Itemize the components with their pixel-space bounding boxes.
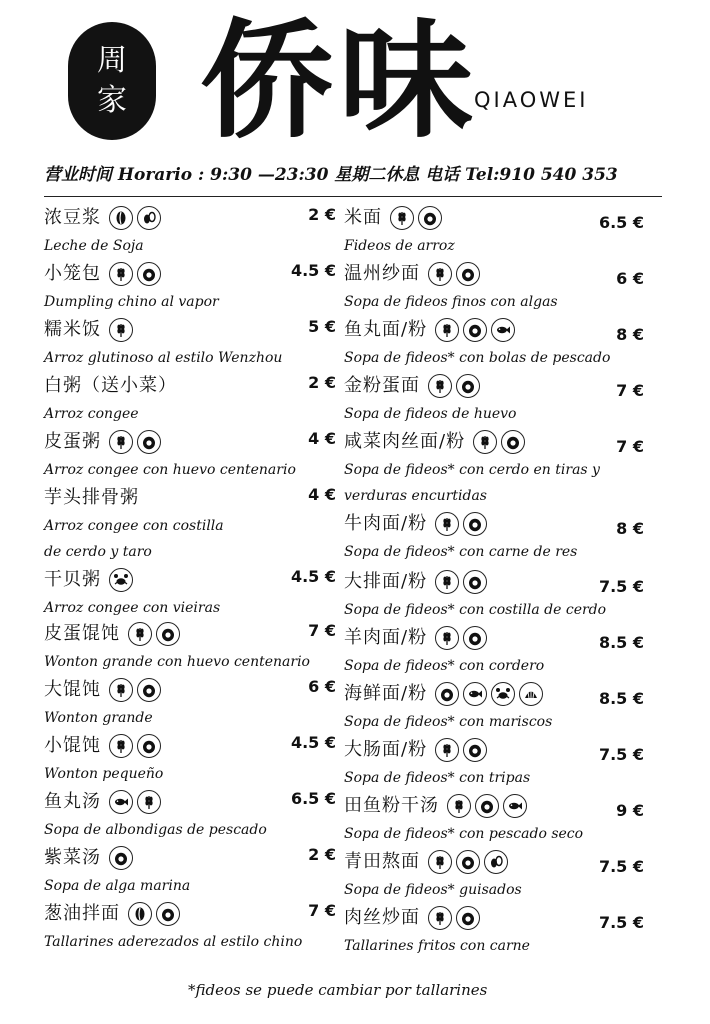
menu-item — [44, 259, 336, 315]
menu-item-chinese-name — [344, 903, 480, 933]
menu-item-chinese-text: 芋头排骨粥 — [44, 487, 139, 508]
menu-item-chinese-text: 小馄饨 — [44, 735, 101, 756]
menu-item-price: 8 € — [616, 325, 644, 344]
egg-icon — [156, 622, 180, 646]
menu-item-spanish-name: Tallarines aderezados al estilo chino — [44, 934, 303, 950]
menu-item-spanish-name: Arroz congee con huevo centenario — [44, 462, 296, 478]
brand-name-chinese: 侨味 — [200, 6, 478, 156]
menu-item — [344, 791, 644, 847]
menu-item-chinese-text: 小笼包 — [44, 263, 101, 284]
allergen-icons — [428, 906, 480, 930]
wheat-icon — [435, 512, 459, 536]
menu-item — [44, 565, 336, 619]
allergen-icons — [109, 790, 161, 814]
menu-column-right — [344, 203, 644, 959]
menu-item-spanish-name: Sopa de fideos* con tripas — [344, 770, 531, 786]
menu-item-chinese-text: 金粉蛋面 — [344, 375, 420, 396]
menu-item-chinese-text: 肉丝炒面 — [344, 907, 420, 928]
allergen-icons — [109, 734, 161, 758]
menu-item-price: 6.5 € — [290, 789, 336, 808]
menu-item-spanish-name: Dumpling chino al vapor — [44, 294, 219, 310]
menu-item-spanish-name: Leche de Soja — [44, 238, 144, 254]
menu-item-price: 7 € — [308, 621, 336, 640]
menu-item-chinese-name — [44, 315, 133, 345]
menu-item — [344, 427, 644, 509]
menu-item — [44, 619, 336, 675]
menu-item-chinese-text: 干贝粥 — [44, 569, 101, 590]
menu-item-chinese-text: 田鱼粉干汤 — [344, 795, 439, 816]
allergen-icons — [109, 678, 161, 702]
menu-item-spanish-name: Wonton grande — [44, 710, 153, 726]
menu-item-chinese-name — [344, 315, 515, 345]
menu-item-chinese-text: 海鲜面/粉 — [344, 683, 428, 704]
menu-item-spanish-name: Sopa de alga marina — [44, 878, 191, 894]
logo-char-2: 家 — [97, 83, 127, 118]
menu-item-price: 7.5 € — [598, 913, 644, 932]
egg-icon — [418, 206, 442, 230]
menu-item-chinese-text: 青田熬面 — [344, 851, 420, 872]
menu-item-price: 9 € — [616, 801, 644, 820]
menu-item-chinese-name — [344, 735, 487, 765]
menu-item-price: 8.5 € — [598, 633, 644, 652]
menu-item-chinese-text: 糯米饭 — [44, 319, 101, 340]
menu-item-chinese-text: 白粥（送小菜） — [44, 375, 177, 396]
soy-drink-icon — [484, 850, 508, 874]
menu-item-chinese-name — [44, 483, 139, 513]
fish-icon — [463, 682, 487, 706]
allergen-icons — [435, 318, 515, 342]
allergen-icons — [109, 262, 161, 286]
header-divider — [44, 196, 662, 197]
footnote: *fideos se puede cambiar por tallarines — [188, 981, 488, 999]
menu-item — [44, 371, 336, 427]
allergen-icons — [435, 512, 487, 536]
menu-item-chinese-name — [44, 259, 161, 289]
logo-char-1: 周 — [97, 43, 127, 78]
allergen-icons — [109, 568, 133, 592]
menu-item-chinese-name — [344, 259, 480, 289]
menu-item-price: 2 € — [308, 373, 336, 392]
menu-item-spanish-name: Wonton grande con huevo centenario — [44, 654, 310, 670]
menu-item-spanish-name: Tallarines fritos con carne — [344, 938, 530, 954]
logo-badge — [68, 22, 156, 140]
menu-item-chinese-name — [44, 565, 133, 595]
menu-item-price: 5 € — [308, 317, 336, 336]
menu-item — [344, 567, 644, 623]
menu-item-spanish-name: Sopa de fideos finos con algas — [344, 294, 558, 310]
menu-item-spanish-name: Sopa de fideos* con bolas de pescado — [344, 350, 611, 366]
allergen-icons — [435, 570, 487, 594]
menu-item-chinese-text: 鱼丸面/粉 — [344, 319, 428, 340]
menu-item-price: 7.5 € — [598, 857, 644, 876]
menu-item-spanish-name: Arroz glutinoso al estilo Wenzhou — [44, 350, 283, 366]
menu-item-price: 6.5 € — [598, 213, 644, 232]
egg-icon — [137, 734, 161, 758]
menu-item — [344, 315, 644, 371]
menu-item-price: 7 € — [308, 901, 336, 920]
wheat-icon — [435, 318, 459, 342]
menu-item-chinese-name — [44, 203, 161, 233]
crab-icon — [491, 682, 515, 706]
menu-item-price: 7 € — [616, 381, 644, 400]
menu-item — [44, 483, 336, 565]
menu-item-chinese-name — [44, 843, 133, 873]
menu-item-spanish-name: Arroz congee con vieiras — [44, 600, 221, 616]
egg-icon — [137, 430, 161, 454]
menu-item-price: 4.5 € — [290, 261, 336, 280]
egg-icon — [435, 682, 459, 706]
menu-item-chinese-text: 温州纱面 — [344, 263, 420, 284]
brand-name-latin: QIAOWEI — [474, 88, 589, 112]
menu-item-price: 4 € — [308, 429, 336, 448]
fish-icon — [503, 794, 527, 818]
allergen-icons — [109, 206, 161, 230]
egg-icon — [156, 902, 180, 926]
menu-item — [344, 509, 644, 567]
wheat-icon — [109, 734, 133, 758]
allergen-icons — [109, 846, 133, 870]
menu-item-price: 2 € — [308, 845, 336, 864]
wheat-icon — [428, 850, 452, 874]
menu-item-spanish-name-continued: verduras encurtidas — [344, 488, 487, 504]
menu-item-spanish-name: Sopa de fideos* con carne de res — [344, 544, 578, 560]
menu-item-chinese-name — [44, 427, 161, 457]
wheat-icon — [435, 738, 459, 762]
menu-item-spanish-name: Arroz congee — [44, 406, 139, 422]
menu-item-spanish-name: Sopa de fideos* con mariscos — [344, 714, 553, 730]
menu-item — [44, 675, 336, 731]
menu-item-chinese-text: 牛肉面/粉 — [344, 513, 428, 534]
wheat-icon — [428, 906, 452, 930]
egg-icon — [463, 318, 487, 342]
menu-item-spanish-name: Arroz congee con costilla — [44, 518, 224, 534]
wheat-icon — [428, 374, 452, 398]
menu-item — [44, 427, 336, 483]
allergen-icons — [447, 794, 527, 818]
wheat-icon — [109, 262, 133, 286]
menu-item-chinese-text: 咸菜肉丝面/粉 — [344, 431, 466, 452]
soy-drink-icon — [137, 206, 161, 230]
menu-item-chinese-text: 葱油拌面 — [44, 903, 120, 924]
wheat-icon — [435, 570, 459, 594]
menu-item-spanish-name: Sopa de fideos* con cordero — [344, 658, 545, 674]
menu-item-price: 6 € — [616, 269, 644, 288]
menu-item-price: 4 € — [308, 485, 336, 504]
wheat-icon — [137, 790, 161, 814]
menu-item — [44, 899, 336, 955]
allergen-icons — [109, 430, 161, 454]
menu-item-chinese-text: 紫菜汤 — [44, 847, 101, 868]
egg-icon — [137, 678, 161, 702]
egg-icon — [501, 430, 525, 454]
menu-item-chinese-name — [344, 371, 480, 401]
egg-icon — [463, 626, 487, 650]
allergen-icons — [435, 626, 487, 650]
allergen-icons — [473, 430, 525, 454]
menu-item-chinese-name — [344, 203, 442, 233]
menu-item-price: 4.5 € — [290, 733, 336, 752]
menu-item — [344, 847, 644, 903]
wheat-icon — [447, 794, 471, 818]
menu-item-chinese-name — [344, 509, 487, 539]
menu-item-chinese-text: 鱼丸汤 — [44, 791, 101, 812]
egg-icon — [456, 850, 480, 874]
wheat-icon — [428, 262, 452, 286]
egg-icon — [475, 794, 499, 818]
menu-item — [344, 203, 644, 259]
menu-item-spanish-name: Sopa de fideos* con cerdo en tiras y — [344, 462, 600, 478]
menu-item-chinese-name — [44, 675, 161, 705]
fish-icon — [491, 318, 515, 342]
menu-item — [344, 259, 644, 315]
menu-item-price: 8 € — [616, 519, 644, 538]
menu-item-chinese-name — [44, 371, 177, 401]
opening-hours-line: 营业时间 Horario : 9:30 —23:30 星期二休息 电话 Tel:910 540 353 — [44, 165, 618, 185]
menu-item-spanish-name: Sopa de albondigas de pescado — [44, 822, 267, 838]
wheat-icon — [435, 626, 459, 650]
menu-item-chinese-text: 羊肉面/粉 — [344, 627, 428, 648]
soybean-icon — [109, 206, 133, 230]
egg-icon — [456, 262, 480, 286]
menu-item-chinese-name — [344, 567, 487, 597]
menu-column-left — [44, 203, 336, 955]
menu-item-price: 6 € — [308, 677, 336, 696]
menu-item — [344, 623, 644, 679]
menu-item-chinese-name — [44, 619, 180, 649]
egg-icon — [109, 846, 133, 870]
menu-item-chinese-text: 米面 — [344, 207, 382, 228]
egg-icon — [463, 738, 487, 762]
menu-item-price: 7 € — [616, 437, 644, 456]
egg-icon — [463, 512, 487, 536]
menu-item — [44, 787, 336, 843]
shell-icon — [519, 682, 543, 706]
menu-item — [44, 203, 336, 259]
menu-item-spanish-name: Fideos de arroz — [344, 238, 455, 254]
menu-item-chinese-name — [344, 623, 487, 653]
allergen-icons — [128, 622, 180, 646]
menu-item-spanish-name: Sopa de fideos* guisados — [344, 882, 522, 898]
menu-item-price: 7.5 € — [598, 745, 644, 764]
menu-item — [44, 843, 336, 899]
menu-item-chinese-text: 浓豆浆 — [44, 207, 101, 228]
menu-item — [344, 735, 644, 791]
allergen-icons — [428, 262, 480, 286]
menu-item-price: 4.5 € — [290, 567, 336, 586]
menu-item-chinese-name — [44, 731, 161, 761]
menu-item-price: 8.5 € — [598, 689, 644, 708]
menu-item-chinese-text: 皮蛋粥 — [44, 431, 101, 452]
menu-item-price: 2 € — [308, 205, 336, 224]
menu-item-chinese-name — [344, 847, 508, 877]
allergen-icons — [435, 738, 487, 762]
allergen-icons — [390, 206, 442, 230]
menu-item-spanish-name: Sopa de fideos de huevo — [344, 406, 517, 422]
menu-item-spanish-name: Wonton pequeño — [44, 766, 164, 782]
allergen-icons — [109, 318, 133, 342]
soybean-icon — [128, 902, 152, 926]
menu-item-chinese-name — [344, 679, 543, 709]
menu-item — [344, 371, 644, 427]
allergen-icons — [128, 902, 180, 926]
wheat-icon — [109, 678, 133, 702]
menu-item-spanish-name: Sopa de fideos* con pescado seco — [344, 826, 584, 842]
egg-icon — [456, 374, 480, 398]
egg-icon — [456, 906, 480, 930]
egg-icon — [137, 262, 161, 286]
menu-item-chinese-text: 皮蛋馄饨 — [44, 623, 120, 644]
wheat-icon — [390, 206, 414, 230]
wheat-icon — [109, 430, 133, 454]
menu-item-spanish-name: Sopa de fideos* con costilla de cerdo — [344, 602, 607, 618]
menu-item — [344, 903, 644, 959]
menu-item — [344, 679, 644, 735]
menu-item-chinese-name — [344, 791, 527, 821]
menu-item-chinese-name — [44, 787, 161, 817]
menu-item — [44, 731, 336, 787]
menu-item-spanish-name-continued: de cerdo y taro — [44, 544, 152, 560]
menu-item-chinese-name — [44, 899, 180, 929]
menu-item-chinese-text: 大排面/粉 — [344, 571, 428, 592]
menu-item-price: 7.5 € — [598, 577, 644, 596]
wheat-icon — [128, 622, 152, 646]
allergen-icons — [428, 850, 508, 874]
menu-item-chinese-text: 大肠面/粉 — [344, 739, 428, 760]
allergen-icons — [435, 682, 543, 706]
menu-item-chinese-name — [344, 427, 525, 457]
wheat-icon — [473, 430, 497, 454]
egg-icon — [463, 570, 487, 594]
allergen-icons — [428, 374, 480, 398]
menu-item-chinese-text: 大馄饨 — [44, 679, 101, 700]
wheat-icon — [109, 318, 133, 342]
menu-item — [44, 315, 336, 371]
fish-icon — [109, 790, 133, 814]
crab-icon — [109, 568, 133, 592]
